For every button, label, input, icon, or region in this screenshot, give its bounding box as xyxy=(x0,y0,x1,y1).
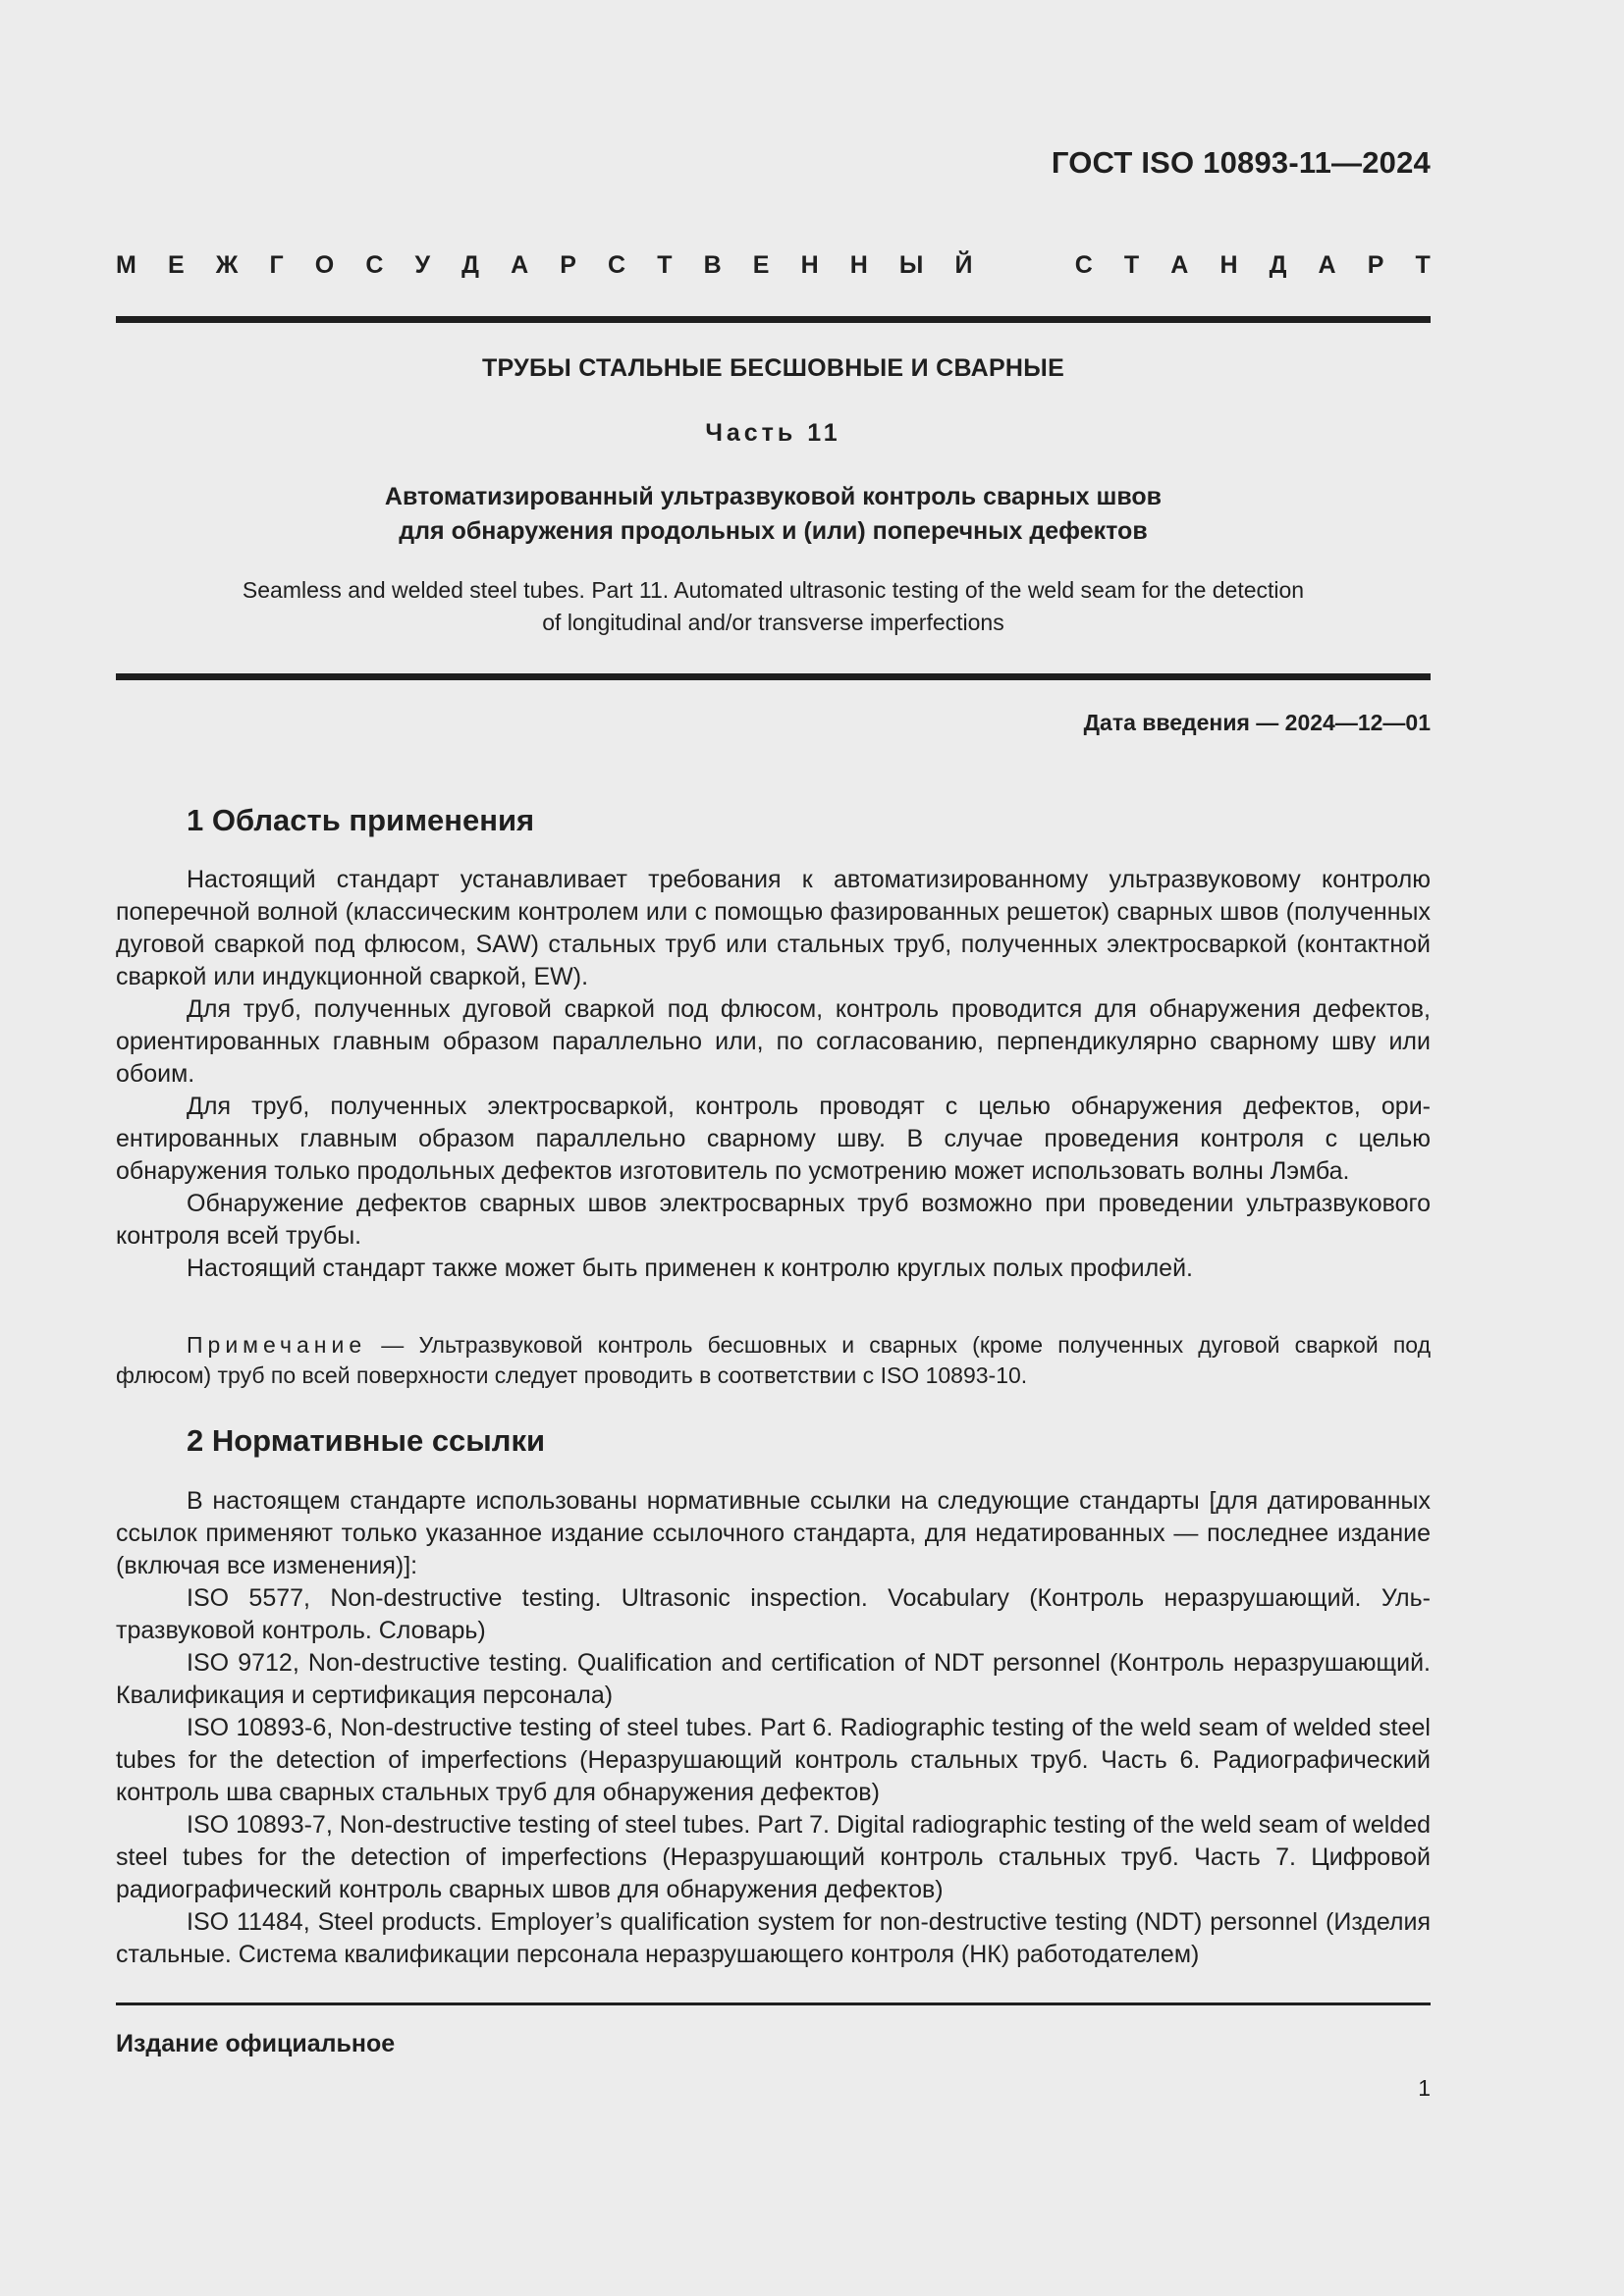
letter: Й xyxy=(954,251,973,279)
reference-item: ISO 9712, Non-destructive testing. Qualification and certification of NDT personnel (Контроль неразрушающий. Квалификация и сертификация персонала) xyxy=(116,1649,1431,1709)
document-code: ГОСТ ISO 10893-11—2024 xyxy=(1051,145,1431,180)
document-subtitle xyxy=(116,480,1431,549)
footer-divider xyxy=(116,2002,1431,2005)
letter: А xyxy=(1170,251,1189,279)
letter: Т xyxy=(1415,251,1431,279)
letter: С xyxy=(608,251,626,279)
section-heading-normative-references: 2 Нормативные ссылки xyxy=(187,1423,546,1458)
part-label: Часть 11 xyxy=(705,419,841,447)
note-label: Примечание xyxy=(187,1332,367,1358)
letter: О xyxy=(314,251,335,279)
letter: Е xyxy=(167,251,185,279)
subtitle-line: для обнаружения продольных и (или) поперечных дефектов xyxy=(399,517,1148,545)
paragraph: Обнаружение дефектов сварных швов электросварных труб возможно при проведении ультразвукового контроля всей трубы. xyxy=(116,1190,1431,1250)
letter: М xyxy=(116,251,136,279)
letter: Н xyxy=(849,251,868,279)
letter: А xyxy=(1318,251,1336,279)
document-page xyxy=(116,0,1431,2296)
letter: Т xyxy=(1123,251,1140,279)
title-divider xyxy=(116,673,1431,680)
english-title xyxy=(116,574,1431,639)
paragraph: В настоящем стандарте использованы нормативные ссылки на следующие стандарты [для датированных ссылок применяют только указанное издание ссылочного стандарта, для недатированных — последнее издание (включая все изменения)]: xyxy=(116,1487,1431,1579)
reference-item: ISO 10893-6, Non-destructive testing of steel tubes. Part 6. Radiographic testing of the weld seam of welded steel tubes for the detection of imperfections (Неразрушающий контроль стальных труб. Часть 6. Радиографический контроль шва сварных стальных труб для обнаружения дефектов) xyxy=(116,1714,1431,1806)
letter: Н xyxy=(800,251,819,279)
section-references-body xyxy=(116,1485,1431,1971)
english-title-line: Seamless and welded steel tubes. Part 11. Automated ultrasonic testing of the weld seam for the detection xyxy=(242,577,1305,603)
word-gap xyxy=(1004,251,1044,280)
letter: В xyxy=(703,251,722,279)
letter: Г xyxy=(269,251,284,279)
letter: С xyxy=(365,251,384,279)
paragraph: Для труб, полученных дуговой сваркой под флюсом, контроль проводится для обнаружения дефектов, ориентированных главным образом параллельно или, по согласованию, перпендикулярно сварному шву или обоим. xyxy=(116,995,1431,1088)
reference-item: ISO 10893-7, Non-destructive testing of steel tubes. Part 7. Digital radiographic testing of the weld seam of welded steel tubes for the detection of imperfections (Неразрушающий контроль стальных труб. Часть 7. Цифровой радиографический контроль сварных швов для обнаружения дефектов) xyxy=(116,1811,1431,1903)
section-scope-body xyxy=(116,864,1431,1285)
paragraph: Настоящий стандарт также может быть применен к контролю круглых полых профилей. xyxy=(187,1255,1193,1282)
english-title-line: of longitudinal and/or transverse imperfections xyxy=(542,610,1004,635)
paragraph: Для труб, полученных электросваркой, контроль проводят с целью обнаружения дефектов, ориентированных главным образом параллельно сварному шву. В случае проведения контроля с целью обнаружения только продольных дефектов изготовитель по усмотрению может использовать волны Лэмба. xyxy=(116,1093,1431,1185)
document-title: ТРУБЫ СТАЛЬНЫЕ БЕСШОВНЫЕ И СВАРНЫЕ xyxy=(481,354,1065,382)
letter: Е xyxy=(752,251,770,279)
official-edition-label: Издание официальное xyxy=(116,2030,396,2057)
letter: Ж xyxy=(215,251,239,279)
letter: Т xyxy=(657,251,673,279)
reference-item: ISO 5577, Non-destructive testing. Ultrasonic inspection. Vocabulary (Контроль неразрушающий. Ультразвуковой контроль. Словарь) xyxy=(116,1584,1431,1644)
letter: Р xyxy=(560,251,576,279)
section-heading-scope: 1 Область применения xyxy=(187,803,535,837)
letter: Р xyxy=(1367,251,1384,279)
paragraph: Настоящий стандарт устанавливает требования к автоматизированному ультразвуковому контролю поперечной волной (классическим контролем или с помощью фазированных решеток) сварных швов (полученных дуговой сваркой под флюсом, SAW) стальных труб или стальных труб, полученных электросваркой (контактной сваркой или индукционной сваркой, EW). xyxy=(116,866,1431,990)
letter: Н xyxy=(1219,251,1238,279)
reference-item: ISO 11484, Steel products. Employer’s qualification system for non-destructive testing (NDT) personnel (Изделия стальные. Система квалификации персонала неразрушающего контроля (НК) работодателем) xyxy=(116,1908,1431,1968)
letter: Д xyxy=(1269,251,1287,279)
subtitle-line: Автоматизированный ультразвуковой контроль сварных швов xyxy=(384,483,1163,510)
letter: А xyxy=(511,251,529,279)
top-divider xyxy=(116,316,1431,323)
letter: Ы xyxy=(898,251,924,279)
standard-type-spaced xyxy=(116,251,1431,280)
letter: Д xyxy=(461,251,479,279)
letter: С xyxy=(1074,251,1093,279)
note xyxy=(116,1330,1431,1391)
letter: У xyxy=(414,251,431,279)
page-number: 1 xyxy=(1418,2075,1431,2101)
note-text: — Ультразвуковой контроль бесшовных и сварных (кроме полученных дуговой сваркой под флюсом) труб по всей поверхности следует проводить в соответствии с ISO 10893-10. xyxy=(116,1332,1431,1388)
introduction-date: Дата введения — 2024—12—01 xyxy=(1083,710,1431,735)
